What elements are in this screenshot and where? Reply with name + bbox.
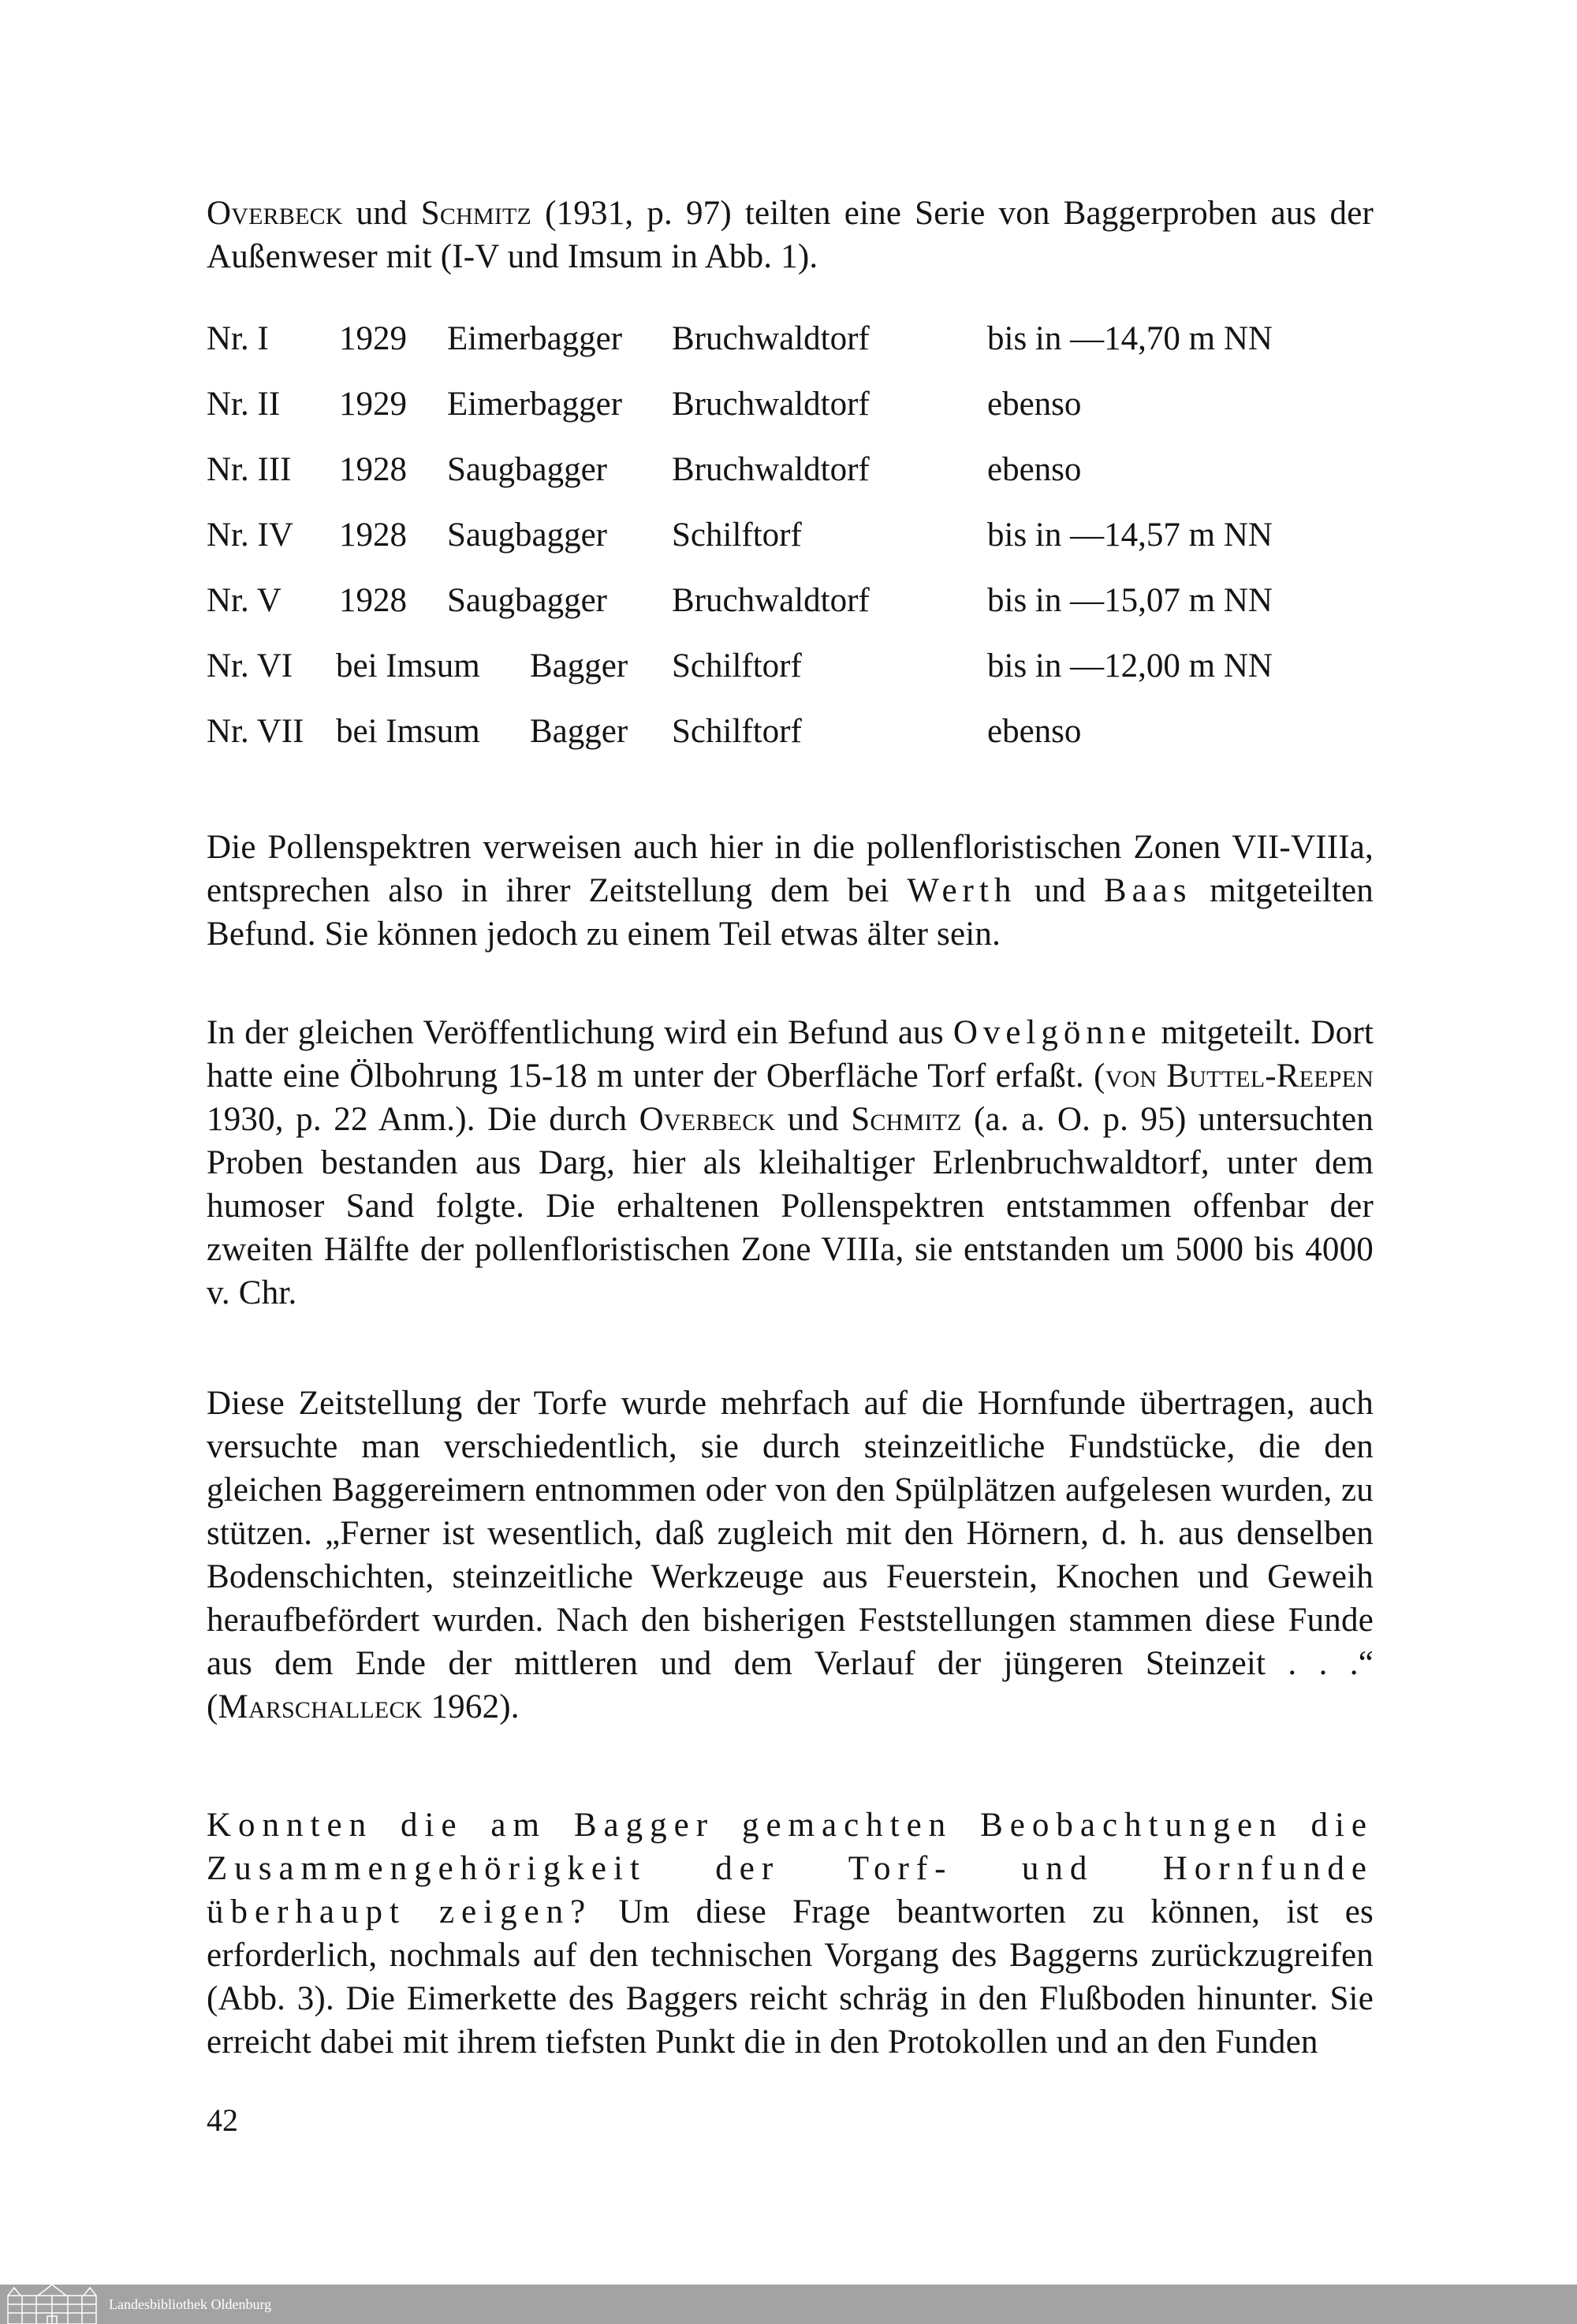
sample-location: bei Imsum [336, 713, 480, 750]
author-name: Schmitz [420, 195, 532, 232]
table-row [207, 385, 1389, 450]
library-name: Landesbibliothek Oldenburg [109, 2296, 272, 2312]
peat-type: Schilftorf [672, 647, 802, 685]
dredger-type: Saugbagger [447, 582, 607, 619]
author-name: Schmitz [851, 1101, 962, 1138]
page-number: 42 [207, 2102, 238, 2138]
table-row [207, 450, 1389, 516]
peat-type: Schilftorf [672, 517, 802, 554]
sample-location: bei Imsum [336, 647, 480, 685]
sample-number: Nr. I [207, 320, 269, 357]
sample-year: 1928 [339, 582, 407, 619]
dredger-type: Saugbagger [447, 451, 607, 488]
table-row [207, 581, 1389, 647]
dredger-type: Bagger [530, 647, 628, 685]
author-name: Werth [907, 872, 1017, 909]
sample-depth: bis in —14,70 m NN [987, 320, 1273, 357]
sample-number: Nr. IV [207, 517, 293, 554]
sample-number: Nr. II [207, 386, 281, 423]
sample-year: 1929 [339, 386, 407, 423]
sample-depth: ebenso [987, 451, 1082, 488]
dredger-type: Bagger [530, 713, 628, 750]
intro-paragraph: Overbeck und Schmitz (1931, p. 97) teilten eine Serie von Baggerproben aus der Außenweser mit (I-V und Imsum in Abb. 1). [207, 195, 1374, 275]
author-name: Overbeck [639, 1101, 776, 1138]
author-name: von Buttel-Reepen [1105, 1058, 1374, 1095]
library-building-icon [6, 2285, 99, 2324]
paragraph-dating: Diese Zeitstellung der Torfe wurde mehrfach auf die Hornfunde übertragen, auch versuchte man verschiedentlich, sie durch steinzeitliche Fundstücke, die den gleichen Baggereimern entnommen oder von den Spülplätzen aufgelesen wurden, zu stützen. „Ferner ist wesentlich, daß zugleich mit den Hörnern, d. h. aus denselben Bodenschichten, steinzeitliche Werkzeuge aus Feuerstein, Knochen und Geweih heraufbefördert wurden. Nach den bisherigen Feststellungen stammen diese Funde aus dem Ende der mittleren und dem Verlauf der jüngeren Steinzeit . . .“ (Marschalleck 1962). [207, 1385, 1374, 1725]
author-name: Overbeck [207, 195, 343, 232]
sample-number: Nr. III [207, 451, 292, 488]
peat-type: Bruchwaldtorf [672, 451, 870, 488]
peat-type: Bruchwaldtorf [672, 320, 870, 357]
sample-depth: bis in —15,07 m NN [987, 582, 1273, 619]
sample-year: 1928 [339, 517, 407, 554]
sample-depth: bis in —12,00 m NN [987, 647, 1273, 685]
peat-type: Bruchwaldtorf [672, 582, 870, 619]
table-row [207, 712, 1389, 778]
sample-depth: bis in —14,57 m NN [987, 517, 1273, 554]
paragraph-dredging: Konnten die am Bagger gemachten Beobachtungen die Zusammengehörigkeit der Torf- und Hornfunde überhaupt zeigen? Um diese Frage beantworten zu können, ist es erforderlich, nochmals auf den technischen Vorgang des Baggerns zurückzugreifen (Abb. 3). Die Eimerkette des Baggers reicht schräg in den Flußboden hinunter. Sie erreicht dabei mit ihrem tiefsten Punkt die in den Protokollen und an den Funden [207, 1807, 1374, 2061]
sample-depth: ebenso [987, 713, 1082, 750]
author-name: Baas [1103, 872, 1192, 909]
paragraph-pollen-spectra: Die Pollenspektren verweisen auch hier in die pollenfloristischen Zonen VII-VIIIa, entsprechen also in ihrer Zeitstellung dem bei Werth und Baas mitgeteilten Befund. Sie können jedoch zu einem Teil etwas älter sein. [207, 829, 1374, 953]
author-name: Marschalleck [218, 1688, 423, 1725]
dredger-type: Eimerbagger [447, 386, 623, 423]
dredger-type: Saugbagger [447, 517, 607, 554]
dredger-type: Eimerbagger [447, 320, 623, 357]
table-row [207, 647, 1389, 712]
peat-type: Bruchwaldtorf [672, 386, 870, 423]
paragraph-ovelgoenne: In der gleichen Veröffentlichung wird ein Befund aus Ovelgönne mitgeteilt. Dort hatte eine Ölbohrung 15-18 m unter der Oberfläche Torf erfaßt. (von Buttel-Reepen 1930, p. 22 Anm.). Die durch Overbeck und Schmitz (a. a. O. p. 95) untersuchten Proben bestanden aus Darg, hier als kleihaltiger Erlenbruchwaldtorf, unter dem humoser Sand folgte. Die erhaltenen Pollenspektren entstammen offenbar der zweiten Hälfte der pollenfloristischen Zone VIIIa, sie entstanden um 5000 bis 4000 v. Chr. [207, 1014, 1374, 1311]
footer-bar [0, 2285, 1577, 2324]
sample-number: Nr. V [207, 582, 281, 619]
table-row [207, 516, 1389, 581]
sample-year: 1929 [339, 320, 407, 357]
peat-type: Schilftorf [672, 713, 802, 750]
place-name: Ovelgönne [953, 1014, 1152, 1051]
sample-number: Nr. VII [207, 713, 304, 750]
table-row [207, 319, 1389, 385]
emphasized-question: Konnten die am Bagger gemachten Beobachtungen die Zusammengehörigkeit der Torf- und Hornfunde überhaupt zeigen? [207, 1807, 1374, 1930]
sample-number: Nr. VI [207, 647, 293, 685]
sample-depth: ebenso [987, 386, 1082, 423]
sample-year: 1928 [339, 451, 407, 488]
samples-table [207, 319, 1389, 778]
